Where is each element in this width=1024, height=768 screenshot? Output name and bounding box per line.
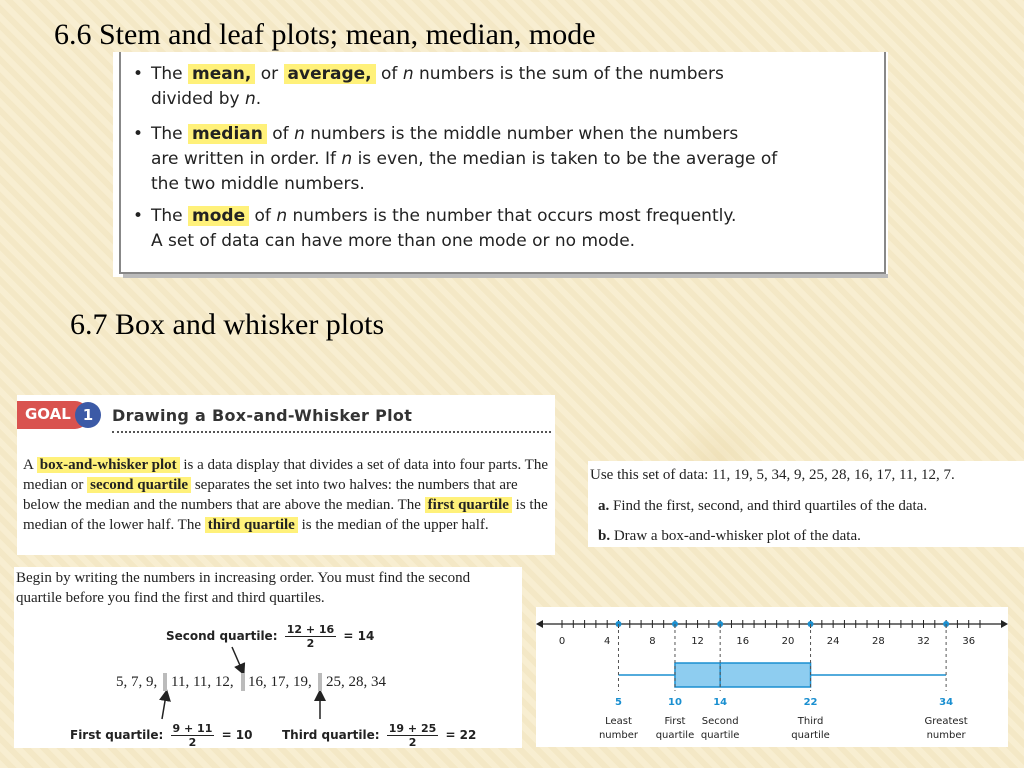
axis-tick-label: 12 — [691, 636, 704, 647]
exercise-intro: Use this set of data: 11, 19, 5, 34, 9, 25, 28, 16, 17, 11, 12, 7. — [590, 467, 955, 483]
first-quartile-arrow — [162, 695, 166, 719]
definitions-box — [113, 52, 888, 277]
goal-heading: Drawing a Box-and-Whisker Plot — [112, 406, 413, 425]
marker-value-label: 5 — [615, 697, 622, 708]
first-quartile-formula: First quartile: $\frac{9 + 11}{2}$ = 10 — [70, 722, 253, 749]
section-title: 6.7 Box and whisker plots — [70, 308, 385, 341]
marker-caption: quartile — [655, 730, 695, 741]
bullet: • — [133, 64, 144, 84]
dotted-divider — [112, 431, 551, 433]
exercise-box — [588, 461, 1024, 547]
axis-arrow-right — [1001, 620, 1008, 628]
marker-caption: Greatest — [924, 716, 968, 727]
exercise-part-b: b. Draw a box-and-whisker plot of the data. — [598, 528, 861, 544]
box-rect — [675, 663, 811, 687]
axis-tick-label: 16 — [736, 636, 750, 647]
first-quartile-term: first quartile — [425, 497, 512, 513]
mode-term: mode — [188, 206, 249, 226]
divider-bar-1 — [163, 673, 167, 691]
second-quartile-term: second quartile — [87, 477, 191, 493]
average-term: average, — [284, 64, 376, 84]
median-term: median — [188, 124, 267, 144]
marker-caption: quartile — [700, 730, 740, 741]
axis-tick-label: 24 — [826, 636, 840, 647]
marker-caption: quartile — [791, 730, 830, 741]
goal-badge: GOAL — [17, 401, 89, 429]
second-quartile-formula: Second quartile: $\frac{12 + 16}{2}$ = 14 — [166, 623, 375, 650]
marker-caption: Least — [605, 716, 632, 727]
third-quartile-term: third quartile — [205, 517, 298, 533]
marker-value-label: 10 — [668, 697, 682, 708]
box-plot — [536, 607, 1008, 747]
marker-caption: number — [926, 730, 966, 741]
divider-bar-3 — [318, 673, 322, 691]
mean-definition: • The mean, or average, of n numbers is the sum of the numbers divided by n. — [133, 64, 724, 109]
axis-tick-label: 0 — [558, 636, 566, 647]
mode-definition: • The mode of n numbers is the number that occurs most frequently. A set of data can have more than one mode or no mode. — [133, 206, 737, 251]
ordered-group-1: 5, 7, 9, — [116, 674, 158, 690]
axis-tick-label: 28 — [871, 636, 885, 647]
marker-value-label: 34 — [939, 697, 954, 708]
solution-line-1: Begin by writing the numbers in increasing order. You must find the second — [16, 570, 471, 586]
ordered-group-4: 25, 28, 34 — [326, 674, 386, 690]
quartile-solution-box — [14, 567, 522, 748]
goal-text: A box-and-whisker plot is a data display that divides a set of data into four parts. The median or second quartile separates the set into two halves: the numbers that are below the median and the numbers that are above the median. The first quartile is the median of the lower half. The third quartile is the median of the upper half. — [23, 457, 548, 533]
mean-term: mean, — [188, 64, 255, 84]
axis-arrow-left — [536, 620, 543, 628]
ordered-group-3: 16, 17, 19, — [248, 674, 312, 690]
ordered-group-2: 11, 11, 12, — [171, 674, 234, 690]
axis-tick-label: 32 — [917, 636, 930, 647]
axis-tick-label: 20 — [781, 636, 795, 647]
divider-bar-2 — [241, 673, 245, 691]
marker-caption: Third — [797, 716, 824, 727]
slide-title: 6.6 Stem and leaf plots; mean, median, mode — [54, 18, 596, 51]
arrow-lines — [14, 567, 522, 748]
marker-caption: First — [664, 716, 686, 727]
marker-value-label: 22 — [803, 697, 818, 708]
box-and-whisker-term: box-and-whisker plot — [37, 457, 180, 473]
median-definition: • The median of n numbers is the middle number when the numbers are written in order. If n is even, the median is taken to be the average of the two middle numbers. — [133, 124, 778, 194]
box-plot-panel — [536, 607, 1008, 747]
exercise-part-a: a. Find the first, second, and third quartiles of the data. — [598, 498, 928, 514]
axis-tick-label: 8 — [649, 636, 656, 647]
second-quartile-fraction: $\frac{12 + 16}{2}$ — [286, 623, 335, 650]
marker-caption: Second — [701, 716, 739, 727]
marker-value-label: 14 — [713, 697, 728, 708]
axis-tick-label: 4 — [604, 636, 611, 647]
axis-tick-label: 36 — [962, 636, 976, 647]
second-quartile-arrow — [232, 647, 242, 670]
definitions-frame — [119, 52, 886, 274]
solution-line-2: quartile before you find the first and third quartiles. — [16, 590, 325, 606]
marker-caption: number — [598, 730, 639, 741]
third-quartile-formula: Third quartile: $\frac{19 + 25}{2}$ = 22 — [282, 722, 477, 749]
goal-box — [17, 395, 555, 555]
goal-number: 1 — [75, 402, 101, 428]
